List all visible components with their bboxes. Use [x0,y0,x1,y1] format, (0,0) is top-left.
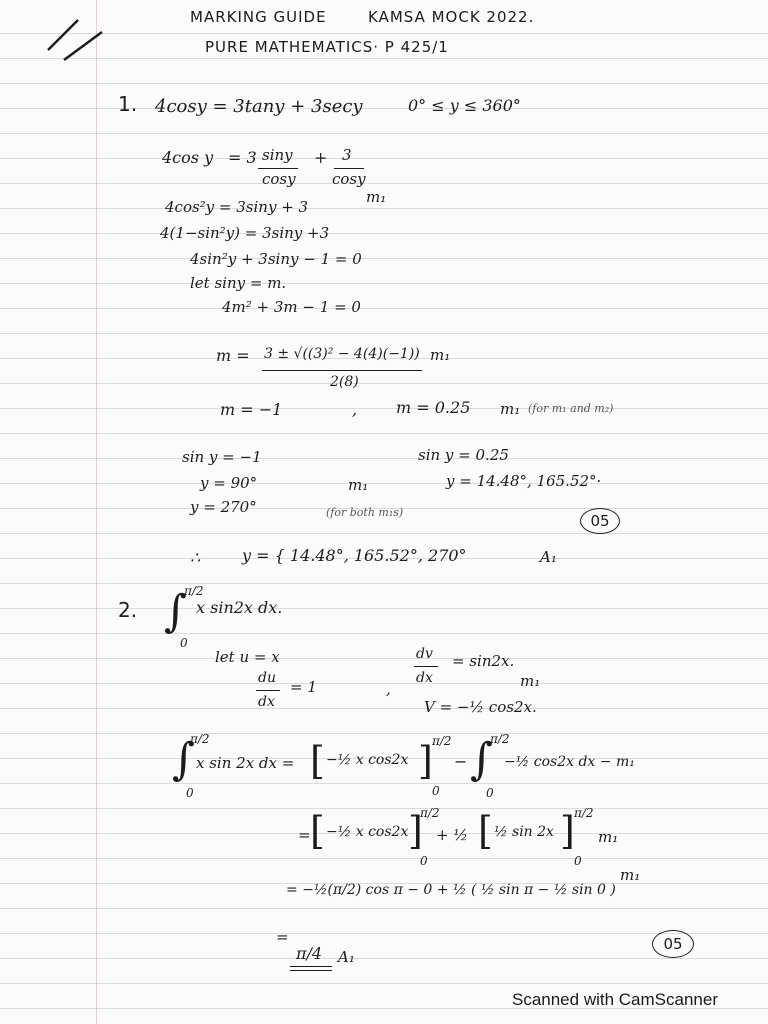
upper-limit: π/2 [490,732,510,746]
q1-case-note: (for both m₁s) [326,506,404,519]
lower-limit: 0 [420,854,428,868]
roots-note: (for m₁ and m₂) [528,402,614,415]
ibp-integral-term: −½ cos2x dx − m₁ [504,754,635,770]
left-bracket: [ [478,809,493,853]
fraction-bar [256,690,280,691]
quadratic-numerator: 3 ± √((3)² − 4(4)(−1)) [264,346,420,362]
du-numerator: du [258,670,276,686]
lower-limit: 0 [180,636,188,650]
q1-line1-lhs: 4cos y [162,148,214,167]
ibp-lhs: x sin 2x dx = [196,754,295,772]
q1-case2-line2: y = 14.48°, 165.52°· [446,472,602,490]
step3-expression: = −½(π/2) cos π − 0 + ½ ( ½ sin π − ½ sin 0 ) [286,882,616,898]
q2-let-u: let u = x [215,648,280,666]
q1-case1-line2: y = 90° [200,474,258,492]
answer-underline [290,970,332,971]
answer-underline [290,966,332,967]
quadratic-mark: m₁ [430,346,451,364]
fraction-bar [414,666,438,667]
q1-line1-den1: cosy [262,170,296,188]
step2-plus-half: + ½ [436,826,468,844]
question-1-domain: 0° ≤ y ≤ 360° [408,96,521,115]
integral-sign: ∫ [172,734,195,785]
q1-final-mark: A₁ [540,548,557,566]
right-bracket: ] [560,809,575,853]
v-value: V = −½ cos2x. [424,698,537,716]
lower-limit: 0 [432,784,440,798]
q1-line1-num2: 3 [342,146,352,164]
question-1-equation: 4cosy = 3tany + 3secy [155,96,363,117]
q1-case2-line1: sin y = 0.25 [418,446,509,464]
q1-line1-num1: siny [262,146,293,164]
fraction-bar [262,370,422,371]
q2-total-score: 05 [652,930,694,958]
upper-limit: π/2 [184,584,204,598]
right-bracket: ] [418,739,433,783]
dv-denominator: dx [416,670,433,686]
scanner-watermark: Scanned with CamScanner [511,990,718,1009]
upper-limit: π/2 [420,806,440,820]
heading-marking-guide: MARKING GUIDE [190,8,327,26]
q1-case1-line1: sin y = −1 [182,448,262,466]
right-bracket: ] [408,809,423,853]
therefore-symbol: ∴ [190,548,201,567]
ibp-bracket-term: −½ x cos2x [326,752,409,768]
integral-sign: ∫ [470,734,493,785]
step2-mark: m₁ [598,828,619,846]
du-denominator: dx [258,694,275,710]
ibp-minus: − [454,752,468,771]
question-2-number: 2. [118,598,138,622]
q1-line1-plus: + [314,148,328,167]
lower-limit: 0 [186,786,194,800]
q1-mark: m₁ [366,188,387,206]
q1-final-answer: y = { 14.48°, 165.52°, 270° [242,546,467,565]
du-value: = 1 [290,678,317,696]
roots-mark: m₁ [500,400,521,418]
quadratic-denominator: 2(8) [330,374,359,390]
left-bracket: [ [310,739,325,783]
dv-value: = sin2x. [452,652,515,670]
q1-line3: 4(1−sin²y) = 3siny +3 [160,224,330,242]
q1-case1-line3: y = 270° [190,498,257,516]
step2-bracket-term: −½ x cos2x [326,824,409,840]
integral-sign: ∫ [164,586,187,637]
q1-line5: let siny = m. [190,274,287,292]
roots-second: m = 0.25 [396,398,471,417]
q1-line1-eq: = 3 [228,148,257,167]
q1-total-score: 05 [580,508,620,534]
q2-final-answer: π/4 [296,944,323,963]
q1-line4: 4sin²y + 3siny − 1 = 0 [190,250,362,268]
lower-limit: 0 [486,786,494,800]
q1-line2: 4cos²y = 3siny + 3 [165,198,309,216]
tick-marks-icon [40,10,120,70]
upper-limit: π/2 [190,732,210,746]
q1-line6: 4m² + 3m − 1 = 0 [222,298,361,316]
step2-equals: = [298,826,311,844]
question-2-integrand: x sin2x dx. [196,598,283,617]
heading-subject: PURE MATHEMATICS· P 425/1 [205,38,449,56]
roots-comma: , [352,400,358,419]
q1-line1-den2: cosy [332,170,366,188]
heading-exam-name: KAMSA MOCK 2022. [368,8,535,26]
quadratic-lhs: m = [216,346,250,365]
step2-inner-term: ½ sin 2x [494,824,554,840]
dv-numerator: dv [416,646,433,662]
upper-limit: π/2 [574,806,594,820]
step3-mark: m₁ [620,866,641,884]
upper-limit: π/2 [432,734,452,748]
q2-final-mark: A₁ [338,948,355,966]
q2-mark-1: m₁ [520,672,541,690]
left-bracket: [ [310,809,325,853]
q1-case-mark: m₁ [348,476,369,494]
q2-comma: , [386,680,391,698]
answer-equals: = [276,928,289,946]
question-1-number: 1. [118,92,138,116]
roots-first: m = −1 [220,400,283,419]
lower-limit: 0 [574,854,582,868]
